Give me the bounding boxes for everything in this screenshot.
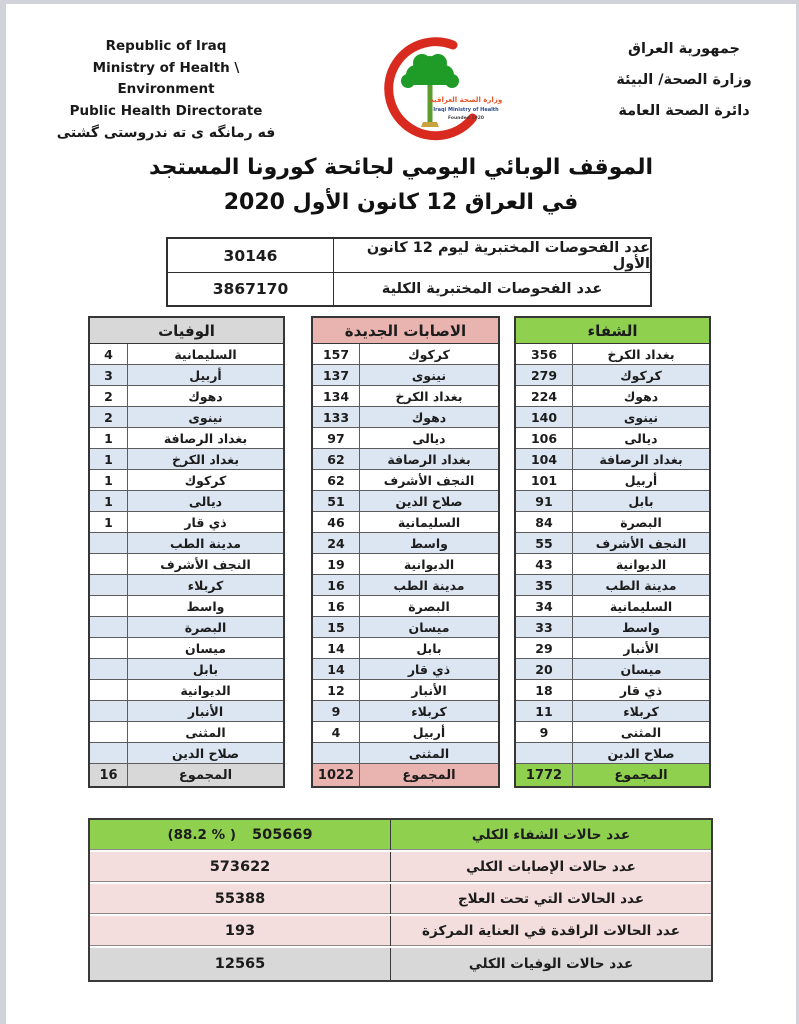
table-row — [90, 386, 283, 407]
table-row — [516, 512, 709, 533]
new-cases-table-title: الاصابات الجديدة — [344, 321, 467, 340]
deaths-table-body — [90, 344, 283, 764]
row-governorate-name: النجف الأشرف — [359, 470, 498, 490]
table-row — [313, 680, 498, 701]
row-count-value — [90, 680, 127, 700]
row-governorate-name: واسط — [127, 596, 283, 616]
table-row — [90, 596, 283, 617]
row-count-value: 20 — [535, 661, 553, 677]
table-row — [90, 470, 283, 491]
row-governorate-name: ميسان — [127, 638, 283, 658]
row-count-value — [90, 638, 127, 658]
row-count-value: 46 — [327, 514, 345, 530]
table-row — [313, 554, 498, 575]
palm-tree-shape — [401, 54, 459, 88]
summary-number: 505669 — [252, 827, 313, 843]
table-row — [516, 386, 709, 407]
row-governorate-name: صلاح الدين — [359, 491, 498, 511]
report-title — [6, 150, 796, 220]
summary-row-label: عدد حالات الإصابات الكلي — [390, 852, 711, 882]
table-row — [313, 722, 498, 743]
deaths-table-header — [90, 318, 283, 344]
row-count-value: 62 — [327, 451, 345, 467]
row-governorate-name: بغداد الكرخ — [359, 386, 498, 406]
row-count-value: 133 — [322, 409, 350, 425]
table-row — [516, 449, 709, 470]
row-count-value: 91 — [535, 493, 553, 509]
row-count-value: 12 — [327, 682, 345, 698]
ministry-logo — [374, 32, 506, 144]
row-governorate-name: كربلاء — [572, 701, 709, 721]
summary-table — [88, 818, 713, 982]
row-governorate-name: كربلاء — [359, 701, 498, 721]
deaths-table — [88, 316, 285, 788]
table-row — [313, 470, 498, 491]
table-row — [516, 722, 709, 743]
row-count-value: 279 — [530, 367, 558, 383]
row-governorate-name: ذي قار — [572, 680, 709, 700]
header-en-line2: Ministry of Health \ Environment — [92, 59, 240, 98]
row-governorate-name: أربيل — [359, 722, 498, 742]
recovered-table-body — [516, 344, 709, 764]
row-count-value: 18 — [535, 682, 553, 698]
deaths-total-value: 16 — [99, 767, 118, 783]
row-governorate-name: بابل — [127, 659, 283, 679]
table-row — [516, 470, 709, 491]
table-row — [90, 701, 283, 722]
row-count-value: 14 — [327, 640, 345, 656]
row-count-value — [90, 743, 127, 763]
row-governorate-name: ديالى — [359, 428, 498, 448]
row-governorate-name: ديالى — [127, 491, 283, 511]
table-row — [313, 491, 498, 512]
header-en-line1: Republic of Iraq — [105, 38, 227, 54]
row-count-value — [90, 575, 127, 595]
table-row — [516, 407, 709, 428]
page-header — [6, 4, 796, 142]
row-governorate-name: نينوى — [572, 407, 709, 427]
row-count-value: 43 — [535, 556, 553, 572]
row-count-value: 1 — [104, 430, 113, 446]
table-row — [516, 596, 709, 617]
row-governorate-name: نينوى — [127, 407, 283, 427]
row-governorate-name: الأنبار — [127, 701, 283, 721]
row-governorate-name: مدينة الطب — [572, 575, 709, 595]
recovered-table — [514, 316, 711, 788]
row-count-value: 1 — [104, 472, 113, 488]
daily-tests-label: عدد الفحوصات المختبرية ليوم 12 كانون الأول — [333, 239, 650, 272]
row-count-value — [516, 743, 572, 763]
table-row — [168, 272, 650, 305]
summary-row-label: عدد الحالات التي تحت العلاج — [390, 884, 711, 914]
header-arabic-block — [594, 30, 774, 128]
row-governorate-name: الديوانية — [572, 554, 709, 574]
table-row — [90, 533, 283, 554]
row-count-value — [90, 554, 127, 574]
new-cases-total-label: المجموع — [359, 764, 498, 786]
row-count-value — [313, 743, 359, 763]
table-row — [313, 596, 498, 617]
table-row — [90, 575, 283, 596]
summary-row-label: عدد حالات الوفيات الكلي — [390, 948, 711, 980]
row-governorate-name: بابل — [572, 491, 709, 511]
row-count-value: 15 — [327, 619, 345, 635]
row-governorate-name: ميسان — [572, 659, 709, 679]
row-count-value: 9 — [331, 703, 341, 719]
row-count-value: 14 — [327, 661, 345, 677]
row-count-value: 137 — [322, 367, 350, 383]
table-row — [168, 239, 650, 272]
row-governorate-name: دهوك — [359, 407, 498, 427]
logo-arabic-name: وزارة الصحة العراقية — [429, 96, 503, 104]
row-governorate-name: كربلاء — [127, 575, 283, 595]
summary-row — [90, 948, 711, 980]
table-row — [313, 533, 498, 554]
table-row — [90, 428, 283, 449]
header-en-line3: Public Health Directorate — [69, 102, 263, 119]
row-count-value: 2 — [104, 388, 113, 404]
lab-tests-table — [166, 237, 652, 307]
row-governorate-name: دهوك — [127, 386, 283, 406]
row-count-value: 84 — [535, 514, 553, 530]
table-row — [90, 365, 283, 386]
table-row — [313, 659, 498, 680]
table-row — [516, 638, 709, 659]
table-row — [90, 617, 283, 638]
row-governorate-name: الديوانية — [127, 680, 283, 700]
row-count-value: 9 — [539, 724, 549, 740]
table-row — [313, 512, 498, 533]
summary-row-value: 55388 — [214, 891, 266, 907]
table-row — [90, 344, 283, 365]
table-row — [516, 701, 709, 722]
row-governorate-name: صلاح الدين — [127, 743, 283, 763]
new-cases-table — [311, 316, 500, 788]
row-count-value: 224 — [530, 388, 558, 404]
row-governorate-name: المثنى — [127, 722, 283, 742]
row-governorate-name: السليمانية — [572, 596, 709, 616]
row-governorate-name: البصرة — [127, 617, 283, 637]
total-tests-value: 3867170 — [212, 280, 289, 298]
summary-row-label: عدد الحالات الراقدة في العناية المركزة — [390, 916, 711, 946]
row-governorate-name: النجف الأشرف — [127, 554, 283, 574]
table-row — [90, 722, 283, 743]
new-cases-total-value: 1022 — [317, 767, 355, 783]
summary-row-value: 573622 — [209, 859, 271, 875]
row-governorate-name: الأنبار — [572, 638, 709, 658]
table-row — [313, 365, 498, 386]
table-row — [313, 344, 498, 365]
row-count-value: 106 — [530, 430, 558, 446]
header-english-block — [46, 30, 286, 145]
row-governorate-name: بغداد الرصافة — [572, 449, 709, 469]
header-ar-line2: وزارة الصحة/ البيئة — [616, 72, 752, 89]
table-row — [313, 449, 498, 470]
header-ar-line3: دائرة الصحة العامة — [618, 103, 750, 120]
table-row — [516, 659, 709, 680]
summary-row — [90, 884, 711, 916]
row-governorate-name: الأنبار — [359, 680, 498, 700]
recovered-total-value: 1772 — [525, 767, 563, 783]
row-count-value — [90, 659, 127, 679]
governorate-tables — [88, 316, 796, 788]
row-governorate-name: المثنى — [572, 722, 709, 742]
table-row — [313, 407, 498, 428]
logo-founded-text: Founded 1920 — [448, 116, 484, 121]
deaths-table-title: الوفيات — [158, 321, 215, 340]
row-governorate-name: كركوك — [359, 344, 498, 364]
recovered-table-title: الشفاء — [587, 321, 638, 340]
table-row — [516, 680, 709, 701]
row-governorate-name: ميسان — [359, 617, 498, 637]
table-row — [90, 680, 283, 701]
row-count-value: 134 — [322, 388, 350, 404]
recovery-percent-badge: (88.2 % ) — [167, 827, 237, 843]
recovered-total-row — [516, 764, 709, 786]
table-row — [313, 386, 498, 407]
row-count-value: 34 — [535, 598, 553, 614]
table-row — [313, 743, 498, 764]
row-governorate-name: بغداد الرصافة — [359, 449, 498, 469]
row-governorate-name: بابل — [359, 638, 498, 658]
table-row — [516, 575, 709, 596]
summary-row — [90, 852, 711, 884]
row-governorate-name: واسط — [359, 533, 498, 553]
row-count-value: 157 — [322, 346, 350, 362]
row-count-value — [90, 617, 127, 637]
row-count-value — [90, 701, 127, 721]
table-row — [313, 428, 498, 449]
row-count-value: 101 — [530, 472, 558, 488]
row-governorate-name: ذي قار — [127, 512, 283, 532]
row-count-value: 16 — [327, 598, 345, 614]
row-count-value: 356 — [530, 346, 558, 362]
row-count-value: 140 — [530, 409, 558, 425]
row-count-value: 2 — [104, 409, 113, 425]
row-governorate-name: ديالى — [572, 428, 709, 448]
row-governorate-name: ذي قار — [359, 659, 498, 679]
row-governorate-name: كركوك — [127, 470, 283, 490]
row-count-value — [90, 533, 127, 553]
row-governorate-name: مدينة الطب — [127, 533, 283, 553]
table-row — [516, 344, 709, 365]
table-row — [313, 575, 498, 596]
row-count-value: 1 — [104, 451, 113, 467]
report-title-line2: في العراق 12 كانون الأول 2020 — [223, 190, 579, 215]
crescent-tree-logo-icon — [374, 32, 506, 144]
summary-row-value: 193 — [224, 923, 256, 939]
table-row — [516, 533, 709, 554]
row-governorate-name: كركوك — [572, 365, 709, 385]
table-row — [516, 428, 709, 449]
summary-row-value: 12565 — [214, 956, 266, 972]
row-count-value: 33 — [535, 619, 553, 635]
row-count-value: 62 — [327, 472, 345, 488]
row-governorate-name: نينوى — [359, 365, 498, 385]
row-count-value: 55 — [535, 535, 553, 551]
table-row — [90, 659, 283, 680]
row-governorate-name: أربيل — [572, 470, 709, 490]
table-row — [90, 554, 283, 575]
row-count-value: 104 — [530, 451, 558, 467]
recovered-total-label: المجموع — [572, 764, 709, 786]
row-governorate-name: بغداد الرصافة — [127, 428, 283, 448]
row-count-value: 1 — [104, 493, 113, 509]
header-kurdish-line: فه رمانگه ی ته ندروستی گشتی — [56, 125, 276, 142]
table-row — [516, 554, 709, 575]
row-governorate-name: الديوانية — [359, 554, 498, 574]
logo-english-name: Iraqi Ministry of Health — [433, 107, 499, 113]
row-count-value: 4 — [104, 346, 113, 362]
table-row — [313, 638, 498, 659]
row-count-value: 3 — [104, 367, 113, 383]
table-row — [90, 512, 283, 533]
row-count-value: 97 — [327, 430, 345, 446]
summary-row — [90, 820, 711, 852]
new-cases-table-body — [313, 344, 498, 764]
summary-row-value — [90, 820, 390, 850]
table-row — [90, 491, 283, 512]
row-governorate-name: البصرة — [572, 512, 709, 532]
row-governorate-name: السليمانية — [127, 344, 283, 364]
row-governorate-name: المثنى — [359, 743, 498, 763]
palm-base — [421, 122, 439, 127]
table-row — [90, 449, 283, 470]
table-row — [516, 617, 709, 638]
row-governorate-name: مدينة الطب — [359, 575, 498, 595]
summary-row-label: عدد حالات الشفاء الكلي — [390, 820, 711, 850]
report-page — [6, 4, 796, 1024]
table-row — [90, 638, 283, 659]
table-row — [516, 491, 709, 512]
row-governorate-name: أربيل — [127, 365, 283, 385]
header-ar-line1: جمهورية العراق — [627, 41, 741, 57]
recovered-table-header — [516, 318, 709, 344]
row-count-value — [90, 596, 127, 616]
row-count-value: 1 — [104, 514, 113, 530]
row-governorate-name: بغداد الكرخ — [127, 449, 283, 469]
table-row — [313, 617, 498, 638]
row-governorate-name: السليمانية — [359, 512, 498, 532]
row-count-value: 29 — [535, 640, 553, 656]
table-row — [313, 701, 498, 722]
table-row — [90, 407, 283, 428]
total-tests-label: عدد الفحوصات المختبرية الكلية — [333, 273, 650, 305]
table-row — [90, 743, 283, 764]
row-count-value: 24 — [327, 535, 345, 551]
row-governorate-name: النجف الأشرف — [572, 533, 709, 553]
deaths-total-row — [90, 764, 283, 786]
summary-row — [90, 916, 711, 948]
table-row — [516, 365, 709, 386]
row-count-value: 11 — [535, 703, 553, 719]
row-count-value: 4 — [331, 724, 341, 740]
row-count-value: 35 — [535, 577, 553, 593]
new-cases-table-header — [313, 318, 498, 344]
row-governorate-name: البصرة — [359, 596, 498, 616]
row-governorate-name: بغداد الكرخ — [572, 344, 709, 364]
row-count-value: 19 — [327, 556, 345, 572]
table-row — [516, 743, 709, 764]
report-title-line1: الموقف الوبائي اليومي لجائحة كورونا المستجد — [148, 155, 654, 180]
row-count-value: 51 — [327, 493, 345, 509]
row-governorate-name: دهوك — [572, 386, 709, 406]
row-count-value — [90, 722, 127, 742]
row-governorate-name: واسط — [572, 617, 709, 637]
daily-tests-value: 30146 — [223, 246, 278, 265]
row-count-value: 16 — [327, 577, 345, 593]
new-cases-total-row — [313, 764, 498, 786]
row-governorate-name: صلاح الدين — [572, 743, 709, 763]
deaths-total-label: المجموع — [127, 764, 283, 786]
